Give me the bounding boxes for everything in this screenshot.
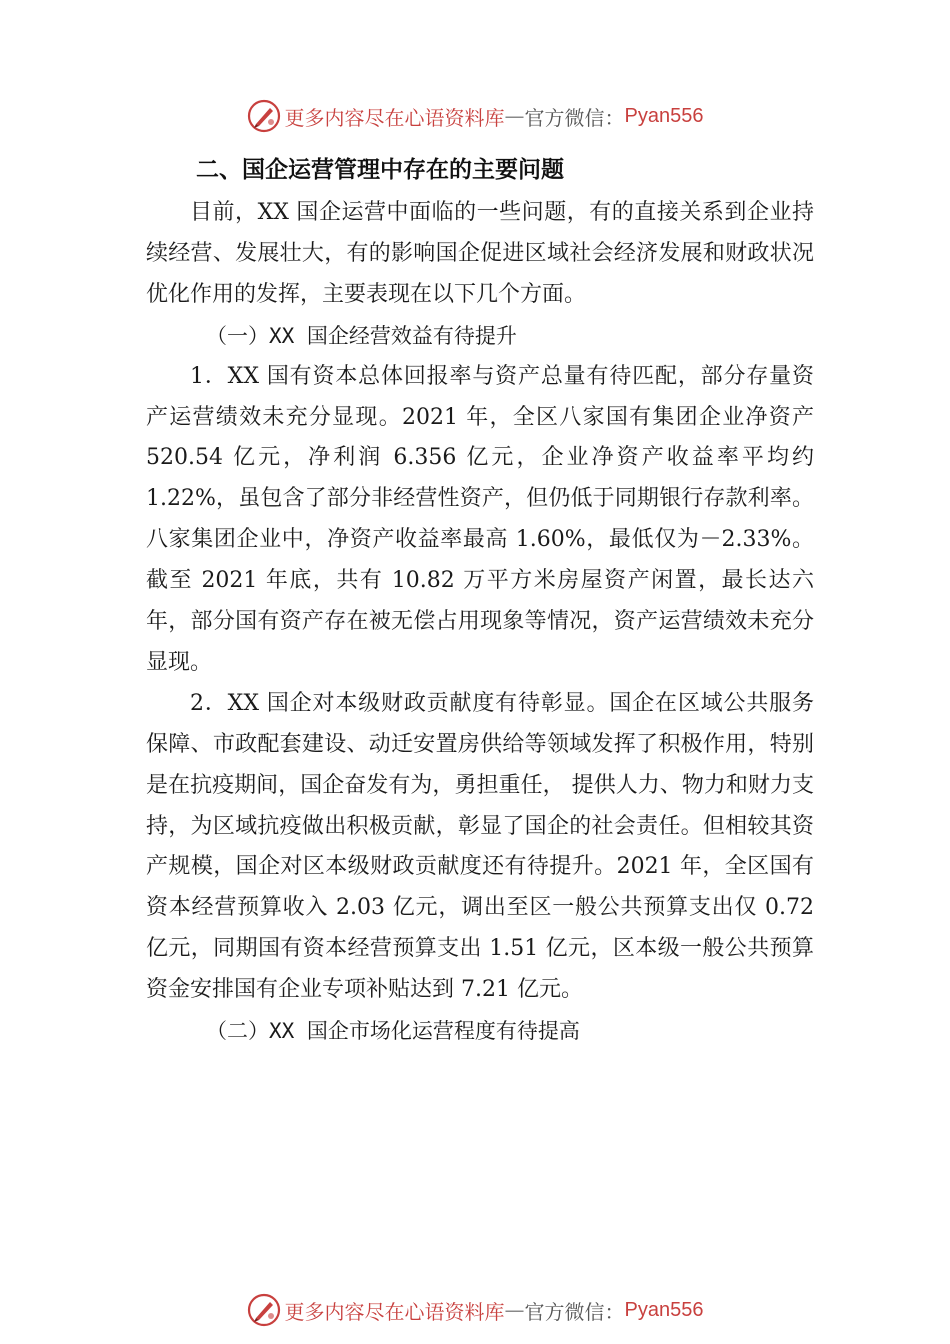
pen-logo-icon <box>247 1293 281 1327</box>
footer-brand-text: 更多内容尽在心语资料库 <box>284 1299 505 1324</box>
header-brand-text: 更多内容尽在心语资料库 <box>284 105 505 130</box>
header-banner <box>0 96 950 136</box>
subsection-heading-2: （二）XX 国企市场化运营程度有待提高 <box>206 1019 580 1044</box>
paragraph-1: 1．XX 国有资本总体回报率与资产总量有待匹配，部分存量资产运营绩效未充分显现。2021 年，全区八家国有集团企业净资产 520.54 亿元，净利润 6.356 亿元，企业净资产收益率平均约 1.22%，虽包含了部分非经营性资产，但仍低于同期银行存款利率。八家集团企业中，净资产收益率最高 1.60%，最低仅为－2.33%。截至 2021 年底，共有 10.82 万平方米房屋资产闲置，最长达六年，部分国有资产存在被无偿占用现象等情况，资产运营绩效未充分显现。 <box>146 363 814 675</box>
document-body <box>146 147 814 1052</box>
paragraph-2: 2．XX 国企对本级财政贡献度有待彰显。国企在区域公共服务保障、市政配套建设、动迁安置房供给等领域发挥了积极作用，特别是在抗疫期间，国企奋发有为，勇担重任， 提供人力、物力和财力支持，为区域抗疫做出积极贡献，彰显了国企的社会责任。但相较其资产规模，国企对区本级财政贡献度还有待提升。2021 年，全区国有资本经营预算收入 2.03 亿元，调出至区一般公共预算支出仅 0.72 亿元，同期国有资本经营预算支出 1.51 亿元，区本级一般公共预算资金安排国有企业专项补贴达到 7.21 亿元。 <box>146 690 814 1003</box>
header-wechat-label: 官方微信： <box>524 105 625 130</box>
footer-separator: — <box>504 1298 525 1322</box>
pen-logo-icon <box>247 99 281 133</box>
intro-paragraph: 目前，XX 国企运营中面临的一些问题，有的直接关系到企业持续经营、发展壮大，有的影响国企促进区域社会经济发展和财政状况优化作用的发挥，主要表现在以下几个方面。 <box>146 200 814 307</box>
section-title: 二、国企运营管理中存在的主要问题 <box>196 157 564 183</box>
subsection-heading-1: （一）XX 国企经营效益有待提升 <box>206 323 517 348</box>
footer-wechat-label: 官方微信： <box>524 1299 625 1324</box>
footer-wechat-id: Pyan556 <box>624 1298 704 1321</box>
footer-banner <box>0 1290 950 1330</box>
header-separator: — <box>504 104 525 128</box>
header-wechat-id: Pyan556 <box>624 104 704 127</box>
